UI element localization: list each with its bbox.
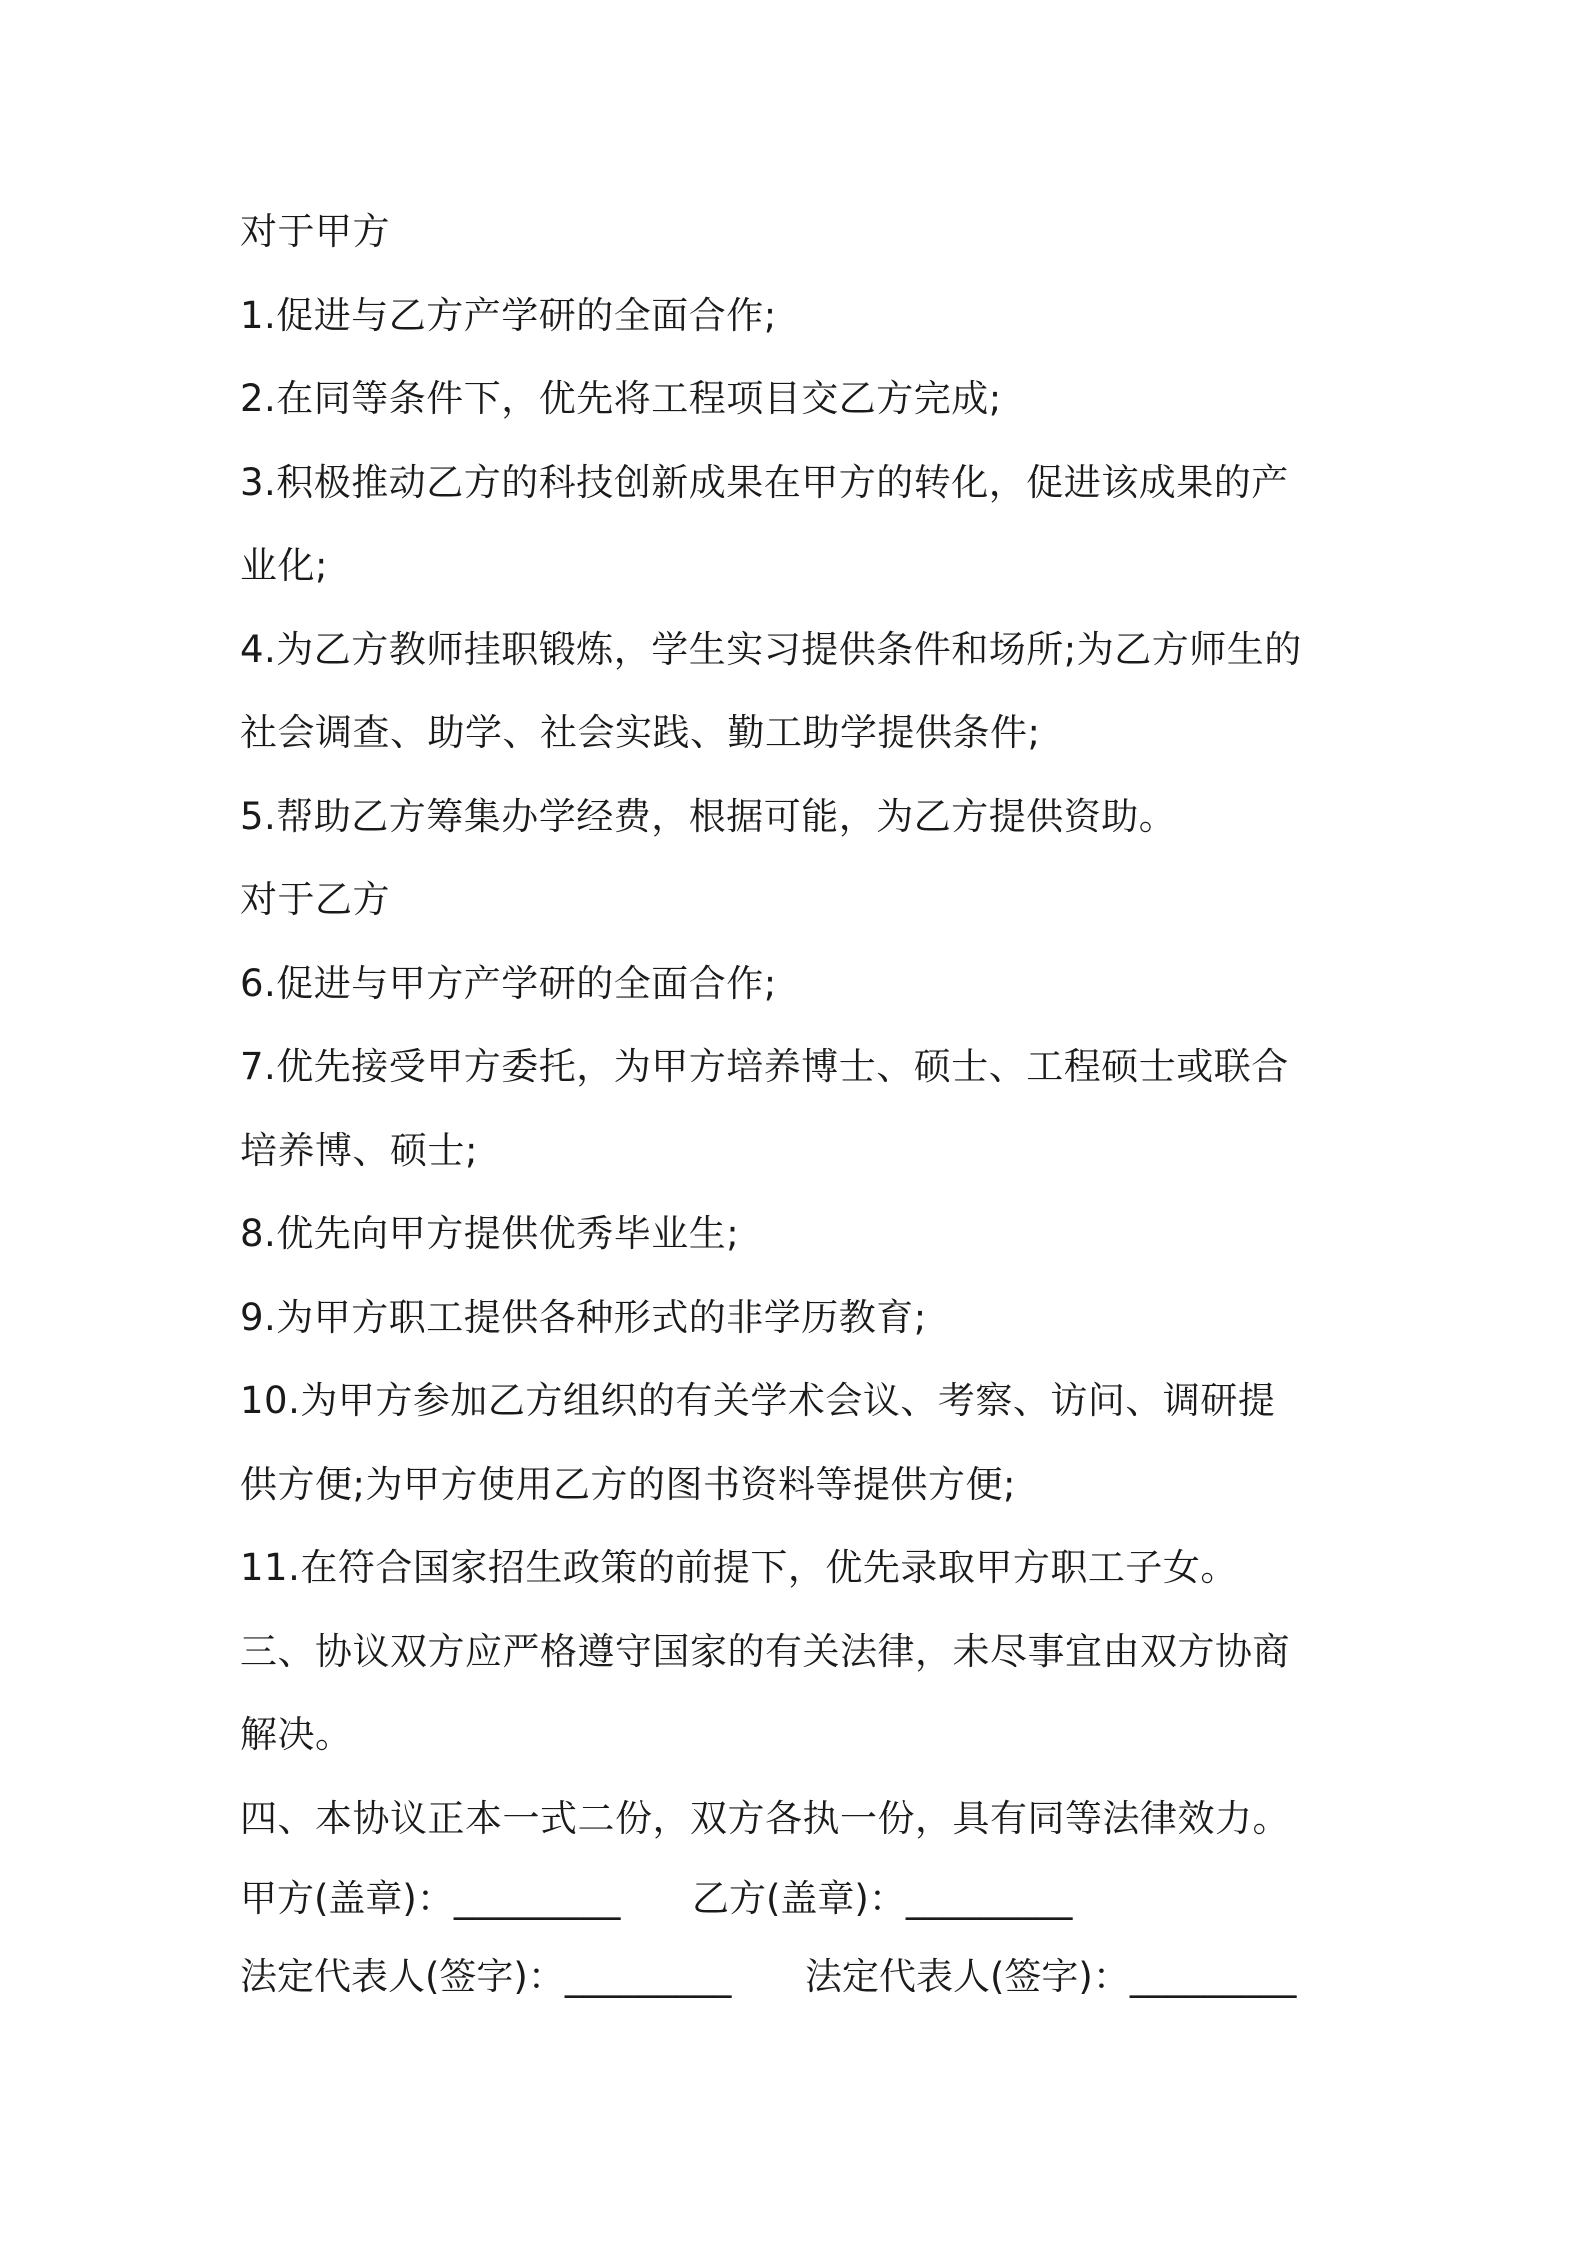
section-heading-party-b: 对于乙方 <box>240 878 390 921</box>
clause-4-continued: 社会调查、助学、社会实践、勤工助学提供条件; <box>240 711 1041 754</box>
clause-10: 10.为甲方参加乙方组织的有关学术会议、考察、访问、调研提 <box>240 1379 1276 1422</box>
article-3-continued: 解决。 <box>240 1713 353 1756</box>
clause-3: 3.积极推动乙方的科技创新成果在甲方的转化，促进该成果的产 <box>240 460 1289 504</box>
party-a-seal-field: 甲方(盖章)：_________ <box>240 1877 621 1920</box>
representative-signature-row <box>240 1938 1360 2016</box>
clause-11: 11.在符合国家招生政策的前提下，优先录取甲方职工子女。 <box>240 1546 1238 1589</box>
clause-5: 5.帮助乙方筹集办学经费，根据可能，为乙方提供资助。 <box>240 794 1177 838</box>
clause-1: 1.促进与乙方产学研的全面合作; <box>240 293 777 337</box>
party-a-representative-field: 法定代表人(签字)：_________ <box>240 1955 732 1998</box>
clause-9: 9.为甲方职工提供各种形式的非学历教育; <box>240 1295 927 1339</box>
clause-8: 8.优先向甲方提供优秀毕业生; <box>240 1212 740 1255</box>
clause-7-continued: 培养博、硕士; <box>240 1128 478 1172</box>
clause-3-continued: 业化; <box>240 544 328 587</box>
article-3: 三、协议双方应严格遵守国家的有关法律，未尽事宜由双方协商 <box>240 1629 1290 1673</box>
clause-4: 4.为乙方教师挂职锻炼，学生实习提供条件和场所;为乙方师生的 <box>240 627 1302 671</box>
document-body <box>240 190 1360 2016</box>
clause-10-continued: 供方便;为甲方使用乙方的图书资料等提供方便; <box>240 1462 1016 1506</box>
article-4: 四、本协议正本一式二份，双方各执一份，具有同等法律效力。 <box>240 1796 1290 1840</box>
clause-6: 6.促进与甲方产学研的全面合作; <box>240 961 777 1005</box>
party-b-seal-field: 乙方(盖章)：_________ <box>692 1877 1073 1920</box>
section-heading-party-a: 对于甲方 <box>240 210 390 253</box>
seal-signature-row <box>240 1860 1360 1938</box>
clause-7: 7.优先接受甲方委托，为甲方培养博士、硕士、工程硕士或联合 <box>240 1045 1289 1088</box>
party-b-representative-field: 法定代表人(签字)：_________ <box>805 1955 1297 1998</box>
clause-2: 2.在同等条件下，优先将工程项目交乙方完成; <box>240 377 1002 420</box>
